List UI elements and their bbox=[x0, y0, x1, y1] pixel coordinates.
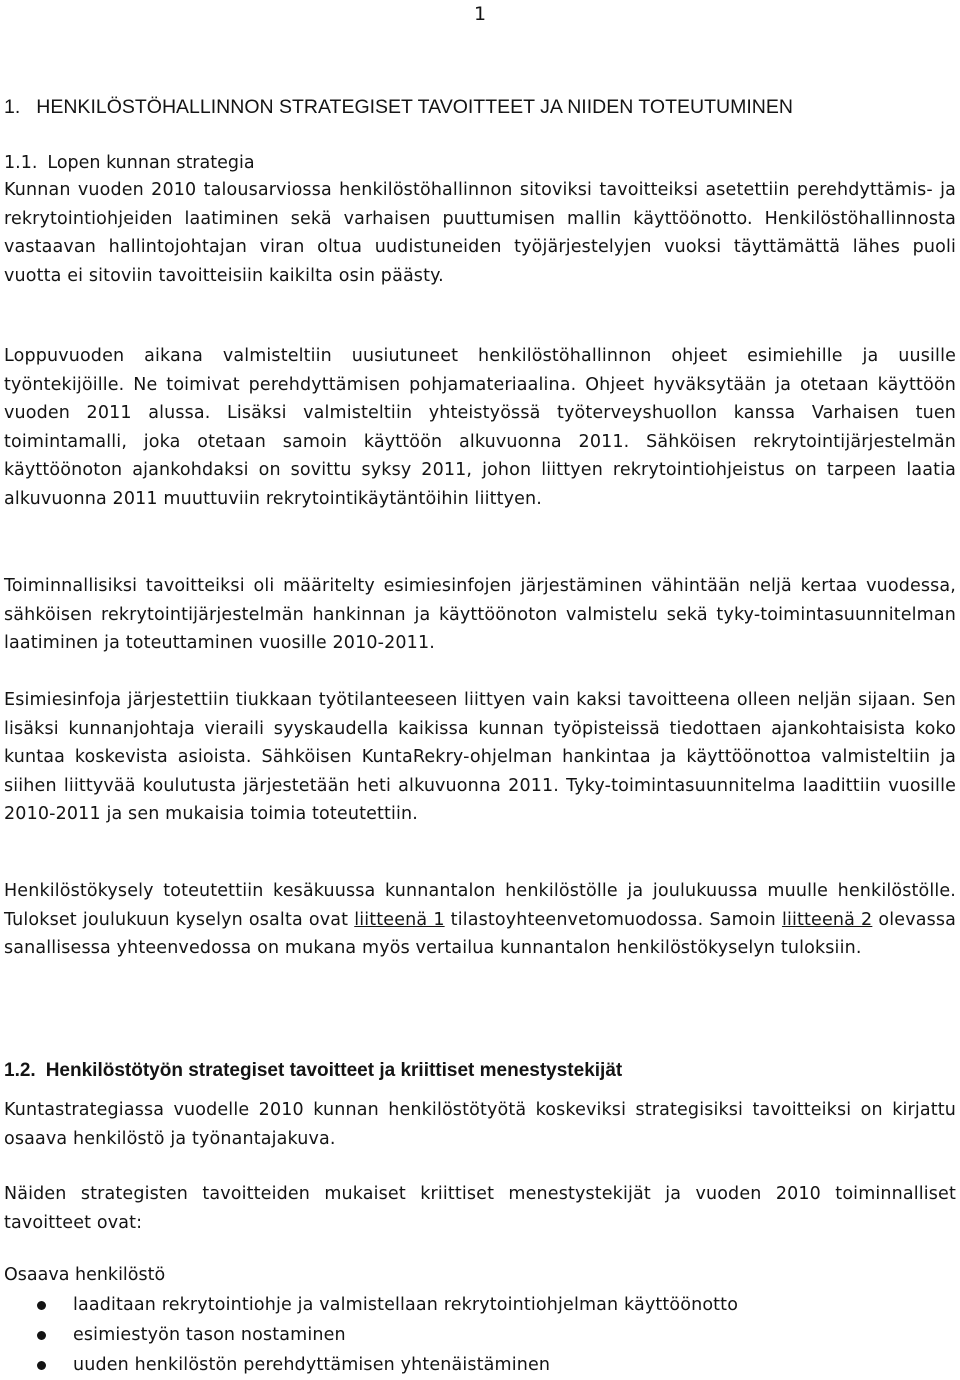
section-number: 1.2. bbox=[4, 1059, 36, 1081]
chapter-title: HENKILÖSTÖHALLINNON STRATEGISET TAVOITTEET JA NIIDEN TOTEUTUMINEN bbox=[36, 96, 793, 119]
paragraph-staff-survey bbox=[4, 877, 956, 963]
section-heading-1-1 bbox=[4, 150, 956, 176]
survey-text-part-2: tilastoyhteenvetomuodossa. Samoin bbox=[444, 909, 782, 930]
list-item bbox=[0, 1350, 960, 1380]
chapter-number: 1. bbox=[4, 96, 21, 119]
list-item bbox=[0, 1290, 960, 1320]
page-number: 1 bbox=[474, 3, 487, 25]
chapter-heading bbox=[4, 94, 956, 120]
subheading-competent-staff: Osaava henkilöstö bbox=[4, 1265, 166, 1285]
list-item-text: uuden henkilöstön perehdyttämisen yhtenäistäminen bbox=[73, 1355, 551, 1375]
paragraph-guidelines: Loppuvuoden aikana valmisteltiin uusiutuneet henkilöstöhallinnon ohjeet esimiehille ja uusille työntekijöille. Ne toimivat perehdyttämisen pohjamateriaalina. Ohjeet hyväksytään ja otetaan käyttöön vuoden 2011 alussa. Lisäksi valmisteltiin yhteistyössä työterveyshuollon kanssa Varhaisen tuen toimintamalli, joka otetaan samoin käyttöön alkuvuonna 2011. Sähköisen rekrytointijärjestelmän käyttöönoton ajankohdaksi on sovittu syksy 2011, johon liittyen rekrytointiohjeistus on tarpeen laatia alkuvuonna 2011 muuttuviin rekrytointikäytäntöihin liittyen. bbox=[4, 346, 956, 509]
bullet-list bbox=[0, 1290, 960, 1380]
section-number: 1.1. bbox=[4, 152, 38, 173]
paragraph-success-factors: Näiden strategisten tavoitteiden mukaiset kriittiset menestystekijät ja vuoden 2010 toiminnalliset tavoitteet ovat: bbox=[4, 1184, 956, 1233]
bullet-icon bbox=[37, 1301, 46, 1310]
survey-text-part-1: Henkilöstökysely toteutettiin kesäkuussa kunnantalon henkilöstölle ja joulukuussa muulle henkilöstölle. Tulokset joulukuun kyselyn osalta ovat bbox=[4, 881, 956, 930]
list-item-text: esimiestyön tason nostaminen bbox=[73, 1325, 346, 1345]
paragraph-operational-goals: Toiminnallisiksi tavoitteiksi oli määritelty esimiesinfojen järjestäminen vähintään neljä kertaa vuodessa, sähköisen rekrytointijärjestelmän hankinnan ja käyttöönoton valmistelu sekä tyky-toimintasuunnitelman laatiminen ja toteuttaminen vuosille 2010-2011. bbox=[4, 576, 956, 654]
paragraph-strategy-goals: Kunnan vuoden 2010 talousarviossa henkilöstöhallinnon sitoviksi tavoitteiksi asetettiin perehdyttämis- ja rekrytointiohjeiden laatiminen sekä varhaisen puuttumisen mallin käyttöönotto. Henkilöstöhallinnosta vastaavan hallintojohtajan viran oltua uudistuneiden työjärjestelyjen vuoksi täyttämättä lähes puoli vuotta ei sitoviin tavoitteisiin kaikilta osin päästy. bbox=[4, 180, 956, 286]
bullet-icon bbox=[37, 1331, 46, 1340]
section-heading-1-2 bbox=[4, 1058, 956, 1084]
appendix-2-link[interactable]: liitteenä 2 bbox=[781, 909, 873, 930]
paragraph-strategic-goals: Kuntastrategiassa vuodelle 2010 kunnan henkilöstötyötä koskeviksi strategisiksi tavoitteiksi on kirjattu osaava henkilöstö ja työnantajakuva. bbox=[4, 1100, 956, 1149]
appendix-1-link[interactable]: liitteenä 1 bbox=[354, 909, 445, 930]
section-title: Lopen kunnan strategia bbox=[47, 152, 255, 173]
list-item bbox=[0, 1320, 960, 1350]
list-item-text: laaditaan rekrytointiohje ja valmistellaan rekrytointiohjelman käyttöönotto bbox=[73, 1295, 739, 1315]
bullet-icon bbox=[37, 1361, 46, 1370]
section-title: Henkilöstötyön strategiset tavoitteet ja kriittiset menestystekijät bbox=[45, 1059, 623, 1081]
survey-text-part-3: olevassa sanallisessa yhteenvedossa on mukana myös vertailua kunnantalon henkilöstökyselyn tuloksiin. bbox=[4, 909, 956, 959]
paragraph-supervisor-info: Esimiesinfoja järjestettiin tiukkaan työtilanteeseen liittyen vain kaksi tavoitteena olleen neljän sijaan. Sen lisäksi kunnanjohtaja vieraili syyskaudella kaikissa kunnan työpisteissä tiedottaen ajankohtaisista koko kuntaa koskevista asioista. Sähköisen KuntaRekry-ohjelman hankintaa ja käyttöönottoa valmisteltiin ja siihen liittyvää koulutusta järjestetään heti alkuvuonna 2011. Tyky-toimintasuunnitelma laadittiin vuosille 2010-2011 ja sen mukaisia toimia toteutettiin. bbox=[4, 690, 956, 825]
